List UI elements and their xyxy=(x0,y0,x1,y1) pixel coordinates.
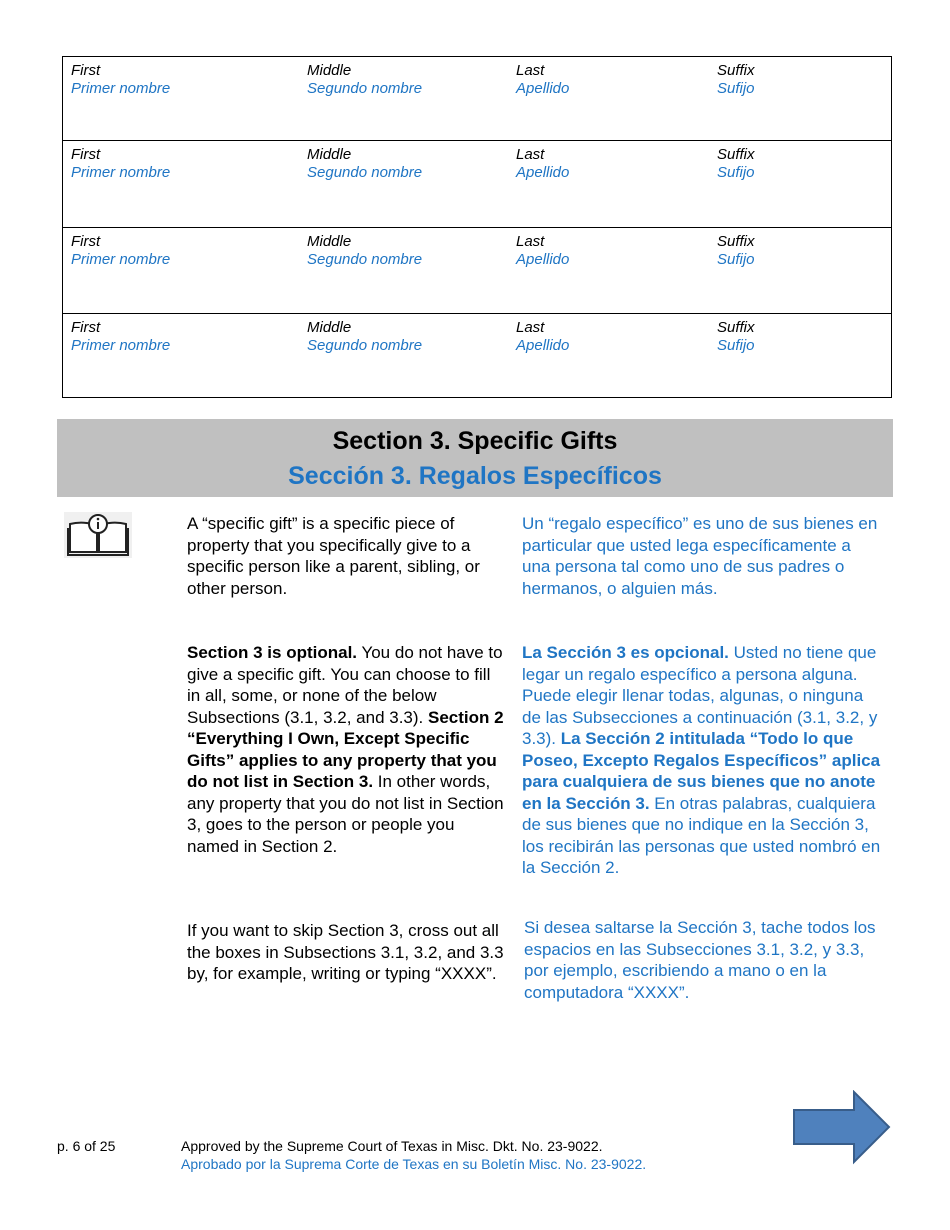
optional-bold-1-es: La Sección 3 es opcional. xyxy=(522,643,729,662)
names-table xyxy=(62,56,892,398)
first-label-es: Primer nombre xyxy=(71,251,171,268)
last-name-field[interactable] xyxy=(516,62,569,98)
suffix-label: Suffix xyxy=(717,62,755,79)
middle-label-es: Segundo nombre xyxy=(307,337,423,354)
section-header xyxy=(57,419,893,497)
section-title-es: Sección 3. Regalos Específicos xyxy=(288,462,662,490)
first-label-es: Primer nombre xyxy=(71,337,171,354)
middle-label-es: Segundo nombre xyxy=(307,164,423,181)
suffix-label: Suffix xyxy=(717,146,755,163)
last-name-field[interactable] xyxy=(516,319,569,355)
middle-label-es: Segundo nombre xyxy=(307,80,423,97)
optional-bold-2-es: La Sección 2 intitulada “Todo lo que Poseo, Excepto Regalos Específicos” aplica para cualquiera de sus bienes que no anote en la Sección 3. xyxy=(522,729,881,813)
optional-text-1: You do not have to give a specific gift. You can choose to fill in all, some, or none of the below Subsections (3.1, 3.2, and 3.3). xyxy=(187,643,503,727)
suffix-field[interactable] xyxy=(717,62,755,98)
first-label-es: Primer nombre xyxy=(71,164,171,181)
optional-paragraph xyxy=(187,642,507,857)
suffix-label: Suffix xyxy=(717,319,755,336)
first-label: First xyxy=(71,146,101,163)
page-number: p. 6 of 25 xyxy=(57,1138,116,1154)
last-label: Last xyxy=(516,146,545,163)
first-label: First xyxy=(71,62,101,79)
skip-paragraph-es: Si desea saltarse la Sección 3, tache todos los espacios en las Subsecciones 3.1, 3.2, y 3.3, por ejemplo, escribiendo a mano o en la computadora “XXXX”. xyxy=(524,918,876,1002)
middle-label: Middle xyxy=(307,233,352,250)
middle-name-field[interactable] xyxy=(307,319,422,355)
first-name-field[interactable] xyxy=(71,146,170,182)
first-name-field[interactable] xyxy=(71,233,170,269)
middle-label: Middle xyxy=(307,319,352,336)
last-label: Last xyxy=(516,233,545,250)
optional-text-2-es: En otras palabras, cualquiera de sus bienes que no indique en la Sección 3, los recibirán las personas que usted nombró en la Sección 2. xyxy=(522,793,881,877)
optional-text-1-es: Usted no tiene que legar un regalo específico a persona alguna. Puede elegir llenar todas, algunas, o ninguna de las Subsecciones a continuación (3.1, 3.2, y 3.3). xyxy=(522,643,878,748)
suffix-label: Suffix xyxy=(717,233,755,250)
suffix-field[interactable] xyxy=(717,319,755,355)
skip-paragraph: If you want to skip Section 3, cross out all the boxes in Subsections 3.1, 3.2, and 3.3 by, for example, writing or typing “XXXX”. xyxy=(187,921,504,983)
suffix-label-es: Sufijo xyxy=(717,164,755,181)
first-label: First xyxy=(71,319,101,336)
name-row[interactable] xyxy=(63,57,891,141)
optional-text-2: In other words, any property that you do not list in Section 3, goes to the person or people you named in Section 2. xyxy=(187,772,504,856)
last-name-field[interactable] xyxy=(516,233,569,269)
optional-bold-1: Section 3 is optional. xyxy=(187,643,358,662)
first-label: First xyxy=(71,233,101,250)
name-row[interactable] xyxy=(63,141,891,228)
middle-name-field[interactable] xyxy=(307,233,422,269)
middle-label-es: Segundo nombre xyxy=(307,251,423,268)
last-name-field[interactable] xyxy=(516,146,569,182)
intro-paragraph: A “specific gift” is a specific piece of property that you specifically give to a specific person like a parent, sibling, or other person. xyxy=(187,514,480,598)
section-title: Section 3. Specific Gifts xyxy=(332,427,618,455)
approval-note-es: Aprobado por la Suprema Corte de Texas en su Boletín Misc. No. 23-9022. xyxy=(181,1156,647,1172)
suffix-label-es: Sufijo xyxy=(717,251,755,268)
first-name-field[interactable] xyxy=(71,62,170,98)
suffix-label-es: Sufijo xyxy=(717,80,755,97)
name-row[interactable] xyxy=(63,228,891,314)
suffix-field[interactable] xyxy=(717,233,755,269)
middle-name-field[interactable] xyxy=(307,146,422,182)
last-label-es: Apellido xyxy=(516,80,570,97)
optional-bold-2: Section 2 “Everything I Own, Except Specific Gifts” applies to any property that you do not list in Section 3. xyxy=(187,707,504,791)
last-label: Last xyxy=(516,319,545,336)
last-label-es: Apellido xyxy=(516,251,570,268)
last-label-es: Apellido xyxy=(516,164,570,181)
intro-paragraph-es: Un “regalo específico” es uno de sus bienes en particular que usted lega específicamente a una persona tal como uno de sus padres o hermanos, o alguien más. xyxy=(522,514,878,598)
next-page-arrow-icon[interactable] xyxy=(792,1090,892,1165)
first-name-field[interactable] xyxy=(71,319,170,355)
approval-note: Approved by the Supreme Court of Texas in Misc. Dkt. No. 23-9022. xyxy=(181,1138,603,1154)
last-label-es: Apellido xyxy=(516,337,570,354)
book-info-icon xyxy=(64,512,132,558)
middle-name-field[interactable] xyxy=(307,62,422,98)
suffix-label-es: Sufijo xyxy=(717,337,755,354)
middle-label: Middle xyxy=(307,62,352,79)
last-label: Last xyxy=(516,62,545,79)
optional-paragraph-es xyxy=(522,642,882,879)
first-label-es: Primer nombre xyxy=(71,80,171,97)
suffix-field[interactable] xyxy=(717,146,755,182)
name-row[interactable] xyxy=(63,314,891,397)
middle-label: Middle xyxy=(307,146,352,163)
